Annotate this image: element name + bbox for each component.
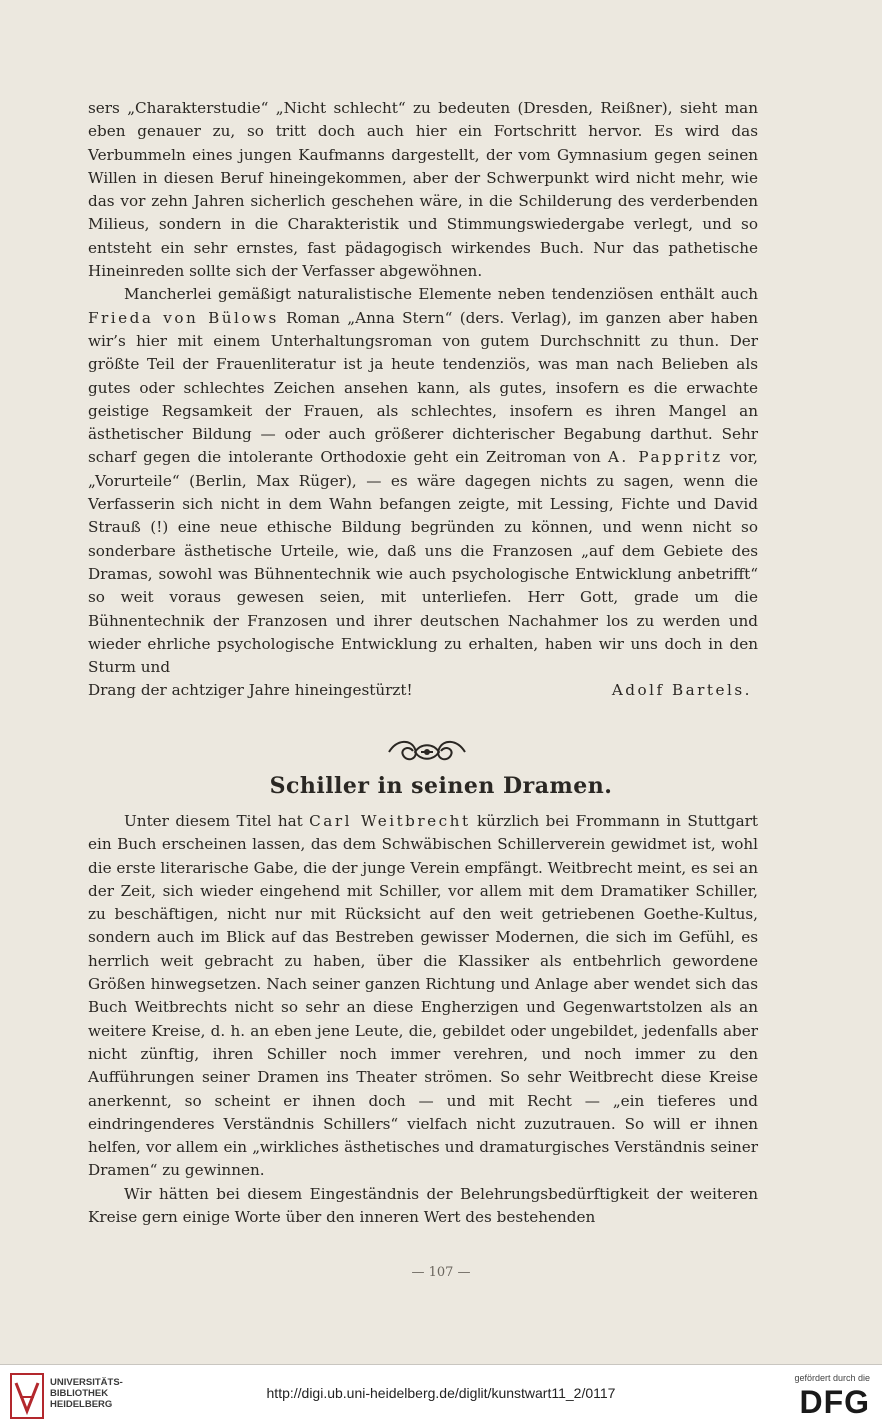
author-name-emphasis: Frieda von Bülows: [88, 308, 279, 327]
signature-line: [88, 679, 758, 702]
document-url[interactable]: http://digi.ub.uni-heidelberg.de/diglit/kunstwart11_2/0117: [266, 1385, 616, 1401]
author-name-emphasis: Carl Weitbrecht: [309, 812, 471, 830]
paragraph: sers „Charakterstudie“ „Nicht schlecht“ zu bedeuten (Dresden, Reißner), sieht man eben genauer zu, so tritt doch auch hier ein Fortschritt hervor. Es wird das Verbummeln eines jungen Kaufmanns dargestellt, der vom Gymnasium gegen seinen Willen in diesen Beruf hineingekommen, aber der Schwerpunkt wird nicht mehr, wie das vor zehn Jahren sicherlich geschehen wäre, in die Schilderung des verderbenden Milieus, sondern in die Charakteristik und Stimmungswiedergabe verlegt, und so entsteht ein sehr ernstes, fast pädagogisch wirkendes Buch. Nur das pathetische Hineinreden sollte sich der Verfasser abgewöhnen.: [88, 99, 758, 281]
library-name: UNIVERSITÄTS- BIBLIOTHEK HEIDELBERG: [50, 1377, 123, 1410]
viewer-footer: [0, 1364, 882, 1427]
article-schiller: [88, 810, 758, 1229]
closing-text: Drang der achtziger Jahre hineingestürzt!: [88, 681, 413, 700]
paragraph: Wir hätten bei diesem Eingeständnis der Belehrungsbedürftigkeit der weiteren Kreise gern einige Worte über den inneren Wert des bestehenden: [88, 1184, 758, 1227]
page-number: — 107 —: [411, 1265, 471, 1280]
author-name-emphasis: A. Pappritz: [607, 448, 723, 467]
dfg-logo: DFG: [799, 1384, 870, 1420]
paragraph: Unter diesem Titel hat Carl Weitbrecht kürzlich bei Frommann in Stuttgart ein Buch erscheinen lassen, das dem Schwäbischen Schillerverein gewidmet ist, wohl die erste literarische Gabe, die der junge Verein empfängt. Weitbrecht meint, es sei an der Zeit, sich wieder eingehend mit Schiller, vor allem mit dem Dramatiker Schiller, zu beschäftigen, nicht nur mit Rücksicht auf den weit getriebenen Goethe-Kultus, sondern auch im Blick auf das Bestreben gewisser Modernen, die sich im Gefühl, es herrlich weit gebracht zu haben, über die Klassiker als entbehrlich gewordene Größen hinwegsetzen. Nach seiner ganzen Richtung und Anlage aber wendet sich das Buch Weitbrechts nicht so sehr an diese Engherzigen und Gegenwartstolzen als an weitere Kreise, d. h. an eben jene Leute, die, gebildet oder ungebildet, jedenfalls aber nicht zünftig, ihren Schiller noch immer verehren, und noch immer zu den Aufführungen seiner Dramen ins Theater strömen. So sehr Weitbrecht diese Kreise anerkennt, so scheint er ihnen doch — und mit Recht — „ein tieferes und eindringenderes Verständnis Schillers“ vielfach nicht zuzutrauen. So will er ihnen helfen, vor allem ein „wirkliches ästhetisches und dramaturgisches Verständnis seiner Dramen“ zu gewinnen.: [88, 812, 759, 1180]
author-signature: Adolf Bartels.: [611, 681, 752, 700]
ornament-divider-icon: [385, 735, 469, 769]
funding-note: gefördert durch die: [794, 1373, 870, 1383]
article-bartels: [88, 97, 758, 703]
paragraph: Mancherlei gemäßigt naturalistische Elemente neben tendenziösen enthält auch Frieda von Bülows Roman „Anna Stern“ (ders. Verlag), im ganzen aber haben wir’s hier mit einem Unterhaltungsroman von gutem Durchschnitt zu thun. Der größte Teil der Frauenliteratur ist ja heute tendenziös, was man nach Belieben als gutes oder schlechtes Zeichen ansehen kann, als gutes, insofern es die erwachte geistige Regsamkeit der Frauen, als schlechtes, insofern es ihren Mangel an ästhetischer Bildung — oder auch größerer dichterischer Begabung darthut. Sehr scharf gegen die intolerante Orthodoxie geht ein Zeitroman von A. Pappritz vor, „Vorurteile“ (Berlin, Max Rüger), — es wäre dagegen nichts zu sagen, wenn die Verfasserin sich nicht in dem Wahn befangen zeigte, mit Lessing, Fichte und David Strauß (!) eine neue ethische Bildung begründen zu können, und wenn nicht so sonderbare ästhetische Urteile, wie, daß uns die Franzosen „auf dem Gebiete des Dramas, sowohl was Bühnentechnik wie auch psychologische Entwicklung anbetrifft“ so weit voraus gewesen seien, mit unterliefen. Herr Gott, grade um die Bühnentechnik der Franzosen und ihrer deutschen Nachahmer los zu werden und wieder ehrliche psychologische Entwicklung zu erhalten, haben wir uns doch in den Sturm und: [88, 285, 759, 677]
section-title: Schiller in seinen Dramen.: [269, 773, 613, 799]
